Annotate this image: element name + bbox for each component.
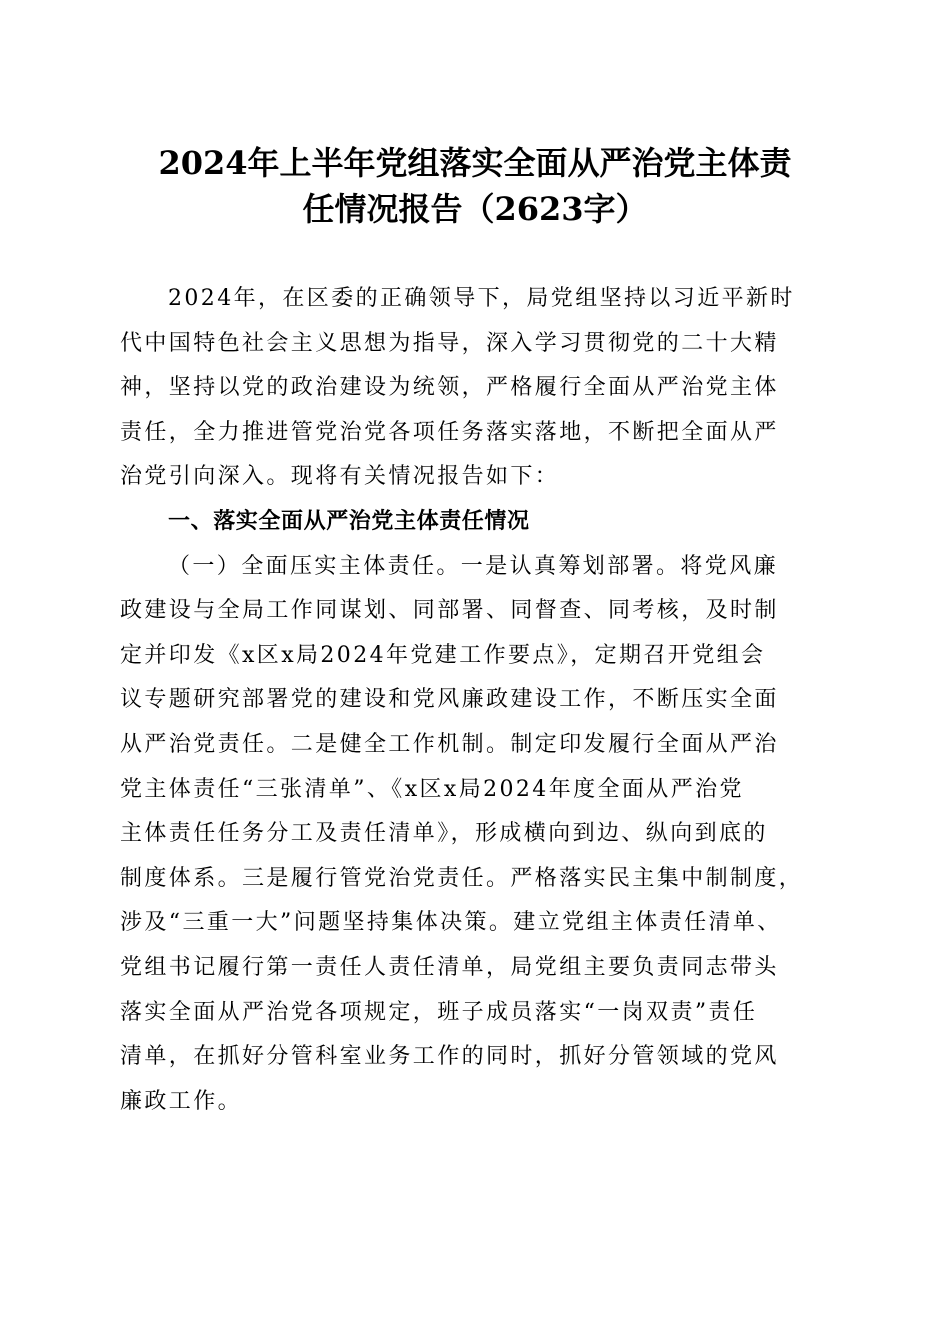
text-line: 政建设与全局工作同谋划、同部署、同督查、同考核，及时制 — [120, 598, 779, 624]
text-line: 清单，在抓好分管科室业务工作的同时，抓好分管领域的党风 — [120, 1044, 779, 1070]
section-heading: 一、落实全面从严治党主体责任情况 — [168, 508, 530, 534]
text-line: 定并印发《x区x局2024年党建工作要点》，定期召开党组会 — [120, 642, 766, 668]
document-title — [100, 140, 850, 232]
text-line: 2024年，在区委的正确领导下，局党组坚持以习近平新时 — [168, 286, 795, 311]
title-line-2: 任情况报告（2623字） — [302, 190, 648, 228]
text-line: 党主体责任“三张清单”、《x区x局2024年度全面从严治党 — [120, 776, 744, 802]
text-line: 神，坚持以党的政治建设为统领，严格履行全面从严治党主体 — [120, 375, 779, 401]
text-line: 落实全面从严治党各项规定，班子成员落实“一岗双责”责任 — [120, 999, 758, 1025]
document-body — [120, 277, 825, 1124]
text-line: 廉政工作。 — [120, 1088, 243, 1114]
text-line: 主体责任任务分工及责任清单》，形成横向到边、纵向到底的 — [120, 821, 768, 847]
text-line: （一）全面压实主体责任。一是认真筹划部署。将党风廉 — [168, 553, 779, 579]
text-line: 制度体系。三是履行管党治党责任。严格落实民主集中制制度， — [120, 865, 804, 891]
text-line: 责任，全力推进管党治党各项任务落实落地，不断把全面从严 — [120, 419, 779, 445]
text-line: 治党引向深入。现将有关情况报告如下： — [120, 464, 560, 490]
title-line-1: 2024年上半年党组落实全面从严治党主体责 — [158, 144, 792, 182]
text-line: 党组书记履行第一责任人责任清单，局党组主要负责同志带头 — [120, 954, 779, 980]
text-line: 代中国特色社会主义思想为指导，深入学习贯彻党的二十大精 — [120, 330, 779, 356]
text-line: 议专题研究部署党的建设和党风廉政建设工作，不断压实全面 — [120, 687, 779, 713]
section-paragraph — [120, 545, 825, 1125]
text-line: 涉及“三重一大”问题坚持集体决策。建立党组主体责任清单、 — [120, 910, 782, 936]
text-line: 从严治党责任。二是健全工作机制。制定印发履行全面从严治 — [120, 731, 779, 757]
intro-paragraph — [120, 277, 825, 500]
